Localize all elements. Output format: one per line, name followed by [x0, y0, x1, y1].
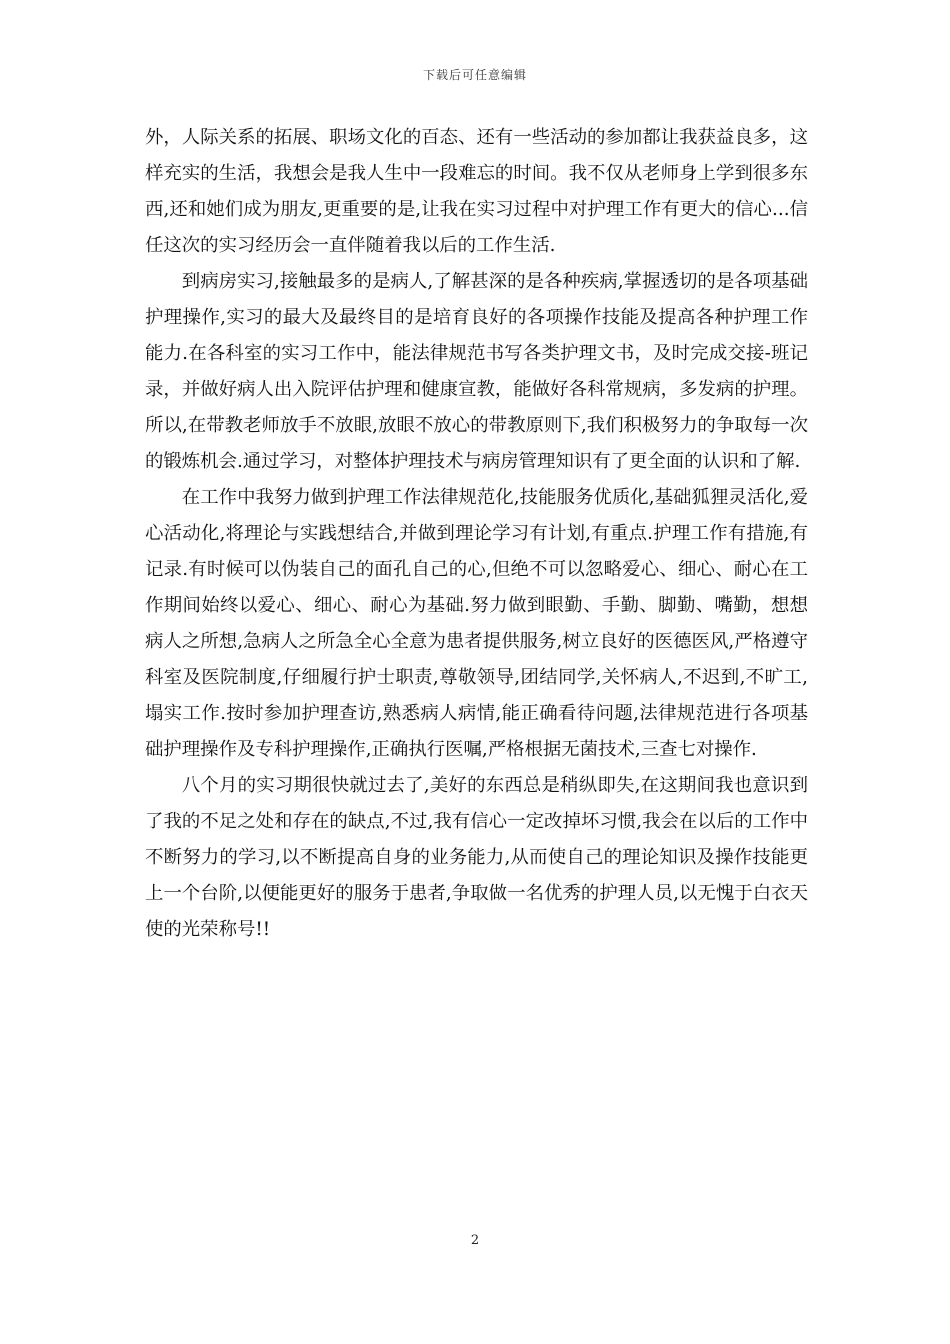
page-number: 2 [470, 1233, 480, 1248]
paragraph-1: 外，人际关系的拓展、职场文化的百态、还有一些活动的参加都让我获益良多，这样充实的生活，我想会是我人生中一段难忘的时间。我不仅从老师身上学到很多东西,还和她们成为朋友,更重要的是,让我在实习过程中对护理工作有更大的信心...信任这次的实习经历会一直伴随着我以后的工作生活. [145, 127, 808, 256]
page-header: 下载后可任意编辑 [422, 68, 527, 82]
paragraph-4: 八个月的实习期很快就过去了,美好的东西总是稍纵即失,在这期间我也意识到了我的不足之处和存在的缺点,不过,我有信心一定改掉坏习惯,我会在以后的工作中不断努力的学习,以不断提高自身的业务能力,从而使自己的理论知识及操作技能更上一个台阶,以便能更好的服务于患者,争取做一名优秀的护理人员,以无愧于白衣天使的光荣称号!! [145, 775, 808, 940]
paragraph-3: 在工作中我努力做到护理工作法律规范化,技能服务优质化,基础狐狸灵活化,爱心活动化,将理论与实践想结合,并做到理论学习有计划,有重点.护理工作有措施,有记录.有时候可以伪装自己的面孔自己的心,但绝不可以忽略爱心、细心、耐心在工作期间始终以爱心、细心、耐心为基础.努力做到眼勤、手勤、脚勤、嘴勤，想想病人之所想,急病人之所急全心全意为患者提供服务,树立良好的医德医风,严格遵守科室及医院制度,仔细履行护士职责,尊敬领导,团结同学,关怀病人,不迟到,不旷工,塌实工作.按时参加护理查访,熟悉病人病情,能正确看待问题,法律规范进行各项基础护理操作及专科护理操作,正确执行医嘱,严格根据无菌技术,三查七对操作. [145, 487, 808, 760]
paragraph-2: 到病房实习,接触最多的是病人,了解甚深的是各种疾病,掌握透切的是各项基础护理操作,实习的最大及最终目的是培育良好的各项操作技能及提高各种护理工作能力.在各科室的实习工作中，能法律规范书写各类护理文书，及时完成交接-班记录，并做好病人出入院评估护理和健康宣教，能做好各科常规病，多发病的护理。所以,在带教老师放手不放眼,放眼不放心的带教原则下,我们积极努力的争取每一次的锻炼机会.通过学习，对整体护理技术与病房管理知识有了更全面的认识和了解. [145, 271, 808, 472]
document-body [145, 120, 808, 948]
